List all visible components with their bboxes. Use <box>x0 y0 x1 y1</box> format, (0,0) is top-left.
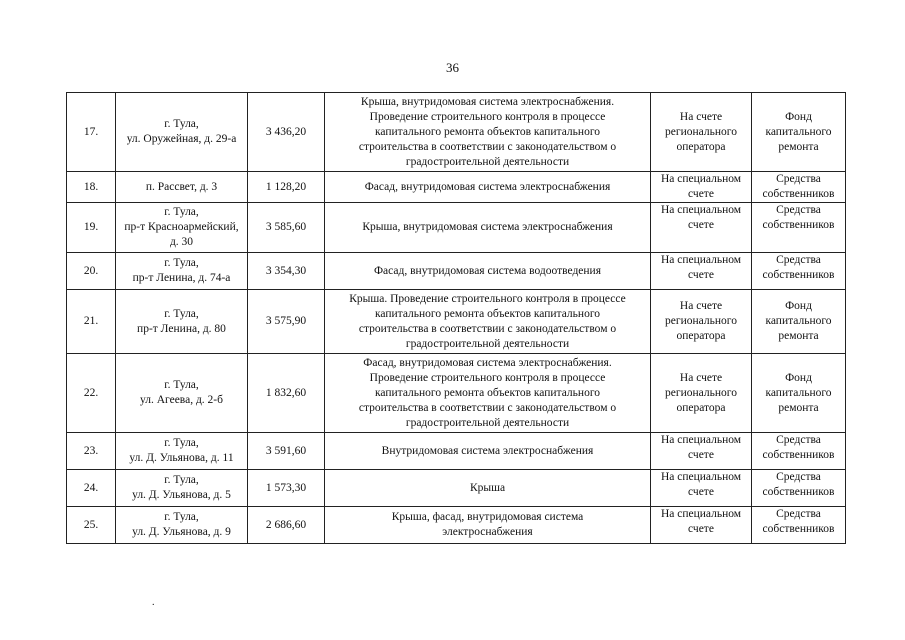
account-cell <box>651 290 752 354</box>
work-type-cell-line: градостроительной деятельности <box>405 337 570 350</box>
row-number: 24. <box>67 470 116 507</box>
work-type-cell-line: градостроительной деятельности <box>405 155 570 168</box>
funding-source-cell <box>752 470 846 507</box>
area-cell: 3 575,90 <box>248 290 325 354</box>
account-cell-line: оператора <box>676 401 726 414</box>
funding-source-cell-line: собственников <box>762 486 835 498</box>
account-cell-line: оператора <box>676 330 726 342</box>
account-cell-line: оператора <box>676 140 726 153</box>
funding-source-cell <box>752 507 846 544</box>
address-cell <box>116 203 248 253</box>
account-cell-line: регионального <box>665 125 737 138</box>
account-cell-line: На специальном <box>660 173 742 185</box>
funding-source-cell <box>752 253 846 290</box>
address-cell <box>116 172 248 203</box>
repair-schedule-table <box>66 92 846 544</box>
address-cell-line: г. Тула, <box>164 257 199 269</box>
work-type-cell-line: Крыша, внутридомовая система электроснабжения. <box>360 95 615 108</box>
table-row <box>67 172 846 203</box>
funding-source-cell-line: Средства <box>776 254 821 266</box>
work-type-cell-line: Крыша, внутридомовая система электроснабжения <box>362 221 613 233</box>
account-cell-line: На специальном <box>660 508 742 520</box>
account-cell-line: На специальном <box>660 471 742 483</box>
work-type-cell-line: капитального ремонта объектов капитального <box>374 386 600 399</box>
table-row <box>67 507 846 544</box>
area-cell: 3 354,30 <box>248 253 325 290</box>
work-type-cell-line: Проведение строительного контроля в процессе <box>369 371 606 384</box>
area-cell: 1 832,60 <box>248 354 325 433</box>
funding-source-cell-line: Средства <box>776 508 821 520</box>
address-cell-line: г. Тула, <box>164 206 199 218</box>
address-cell-line: ул. Д. Ульянова, д. 9 <box>132 526 231 538</box>
address-cell <box>116 470 248 507</box>
account-cell-line: счете <box>688 188 714 200</box>
work-type-cell-line: строительства в соответствии с законодательством о <box>358 140 617 153</box>
address-cell-line: ул. Оружейная, д. 29-а <box>126 133 237 145</box>
work-type-cell-line: Крыша. Проведение строительного контроля в процессе <box>349 292 626 305</box>
address-cell <box>116 290 248 354</box>
row-number: 17. <box>67 93 116 172</box>
table-row <box>67 93 846 172</box>
account-cell-line: На специальном <box>660 254 742 266</box>
funding-source-cell-line: ремонта <box>778 140 819 153</box>
funding-source-cell <box>752 172 846 203</box>
table-body <box>67 93 846 544</box>
funding-source-cell-line: Фонд <box>785 110 812 123</box>
address-cell-line: г. Тула, <box>164 511 199 523</box>
account-cell <box>651 470 752 507</box>
funding-source-cell-line: собственников <box>762 269 835 281</box>
table-row <box>67 203 846 253</box>
work-type-cell <box>325 203 651 253</box>
funding-source-cell <box>752 203 846 253</box>
work-type-cell-line: капитального ремонта объектов капитального <box>374 125 600 138</box>
row-number: 19. <box>67 203 116 253</box>
account-cell-line: На счете <box>679 371 723 384</box>
address-cell-line: пр-т Ленина, д. 74-а <box>132 272 231 284</box>
funding-source-cell-line: капитального <box>765 125 832 138</box>
work-type-cell <box>325 507 651 544</box>
work-type-cell-line: строительства в соответствии с законодательством о <box>358 401 617 414</box>
row-number: 18. <box>67 172 116 203</box>
address-cell-line: ул. Д. Ульянова, д. 5 <box>132 489 231 501</box>
funding-source-cell <box>752 290 846 354</box>
account-cell <box>651 253 752 290</box>
funding-source-cell <box>752 354 846 433</box>
address-cell-line: пр-т Ленина, д. 80 <box>137 322 226 335</box>
work-type-cell <box>325 253 651 290</box>
funding-source-cell-line: собственников <box>762 449 835 461</box>
address-cell-line: ул. Д. Ульянова, д. 11 <box>129 452 234 464</box>
table-row <box>67 470 846 507</box>
address-cell <box>116 433 248 470</box>
work-type-cell <box>325 290 651 354</box>
account-cell-line: счете <box>688 449 714 461</box>
funding-source-cell-line: ремонта <box>778 330 819 342</box>
account-cell <box>651 433 752 470</box>
address-cell <box>116 253 248 290</box>
funding-source-cell-line: собственников <box>762 188 835 200</box>
address-cell-line: г. Тула, <box>164 437 199 449</box>
account-cell-line: На специальном <box>660 434 742 446</box>
address-cell-line: д. 30 <box>169 236 194 248</box>
account-cell-line: На счете <box>679 300 723 312</box>
account-cell-line: счете <box>688 523 714 535</box>
table-row <box>67 354 846 433</box>
funding-source-cell <box>752 433 846 470</box>
account-cell <box>651 172 752 203</box>
work-type-cell-line: Фасад, внутридомовая система электроснабжения <box>364 180 611 193</box>
funding-source-cell-line: Фонд <box>785 371 812 384</box>
row-number: 21. <box>67 290 116 354</box>
work-type-cell-line: градостроительной деятельности <box>405 416 570 429</box>
address-cell-line: г. Тула, <box>164 474 199 486</box>
work-type-cell-line: Проведение строительного контроля в процессе <box>369 110 606 123</box>
work-type-cell <box>325 93 651 172</box>
funding-source-cell <box>752 93 846 172</box>
work-type-cell-line: электроснабжения <box>442 526 533 538</box>
account-cell-line: регионального <box>665 386 737 399</box>
funding-source-cell-line: Средства <box>776 471 821 483</box>
area-cell: 1 573,30 <box>248 470 325 507</box>
footer-mark: . <box>152 597 155 608</box>
work-type-cell <box>325 354 651 433</box>
address-cell <box>116 93 248 172</box>
account-cell-line: счете <box>688 269 714 281</box>
account-cell-line: На счете <box>679 110 723 123</box>
funding-source-cell-line: капитального <box>765 386 832 399</box>
address-cell-line: ул. Агеева, д. 2-б <box>140 394 223 406</box>
row-number: 25. <box>67 507 116 544</box>
address-cell-line: п. Рассвет, д. 3 <box>145 180 218 193</box>
table-row <box>67 253 846 290</box>
address-cell <box>116 354 248 433</box>
funding-source-cell-line: ремонта <box>778 401 819 414</box>
account-cell <box>651 93 752 172</box>
area-cell: 3 585,60 <box>248 203 325 253</box>
funding-source-cell-line: собственников <box>762 219 835 231</box>
table-row <box>67 290 846 354</box>
account-cell-line: регионального <box>665 315 737 327</box>
row-number: 20. <box>67 253 116 290</box>
account-cell <box>651 507 752 544</box>
area-cell: 2 686,60 <box>248 507 325 544</box>
work-type-cell-line: строительства в соответствии с законодательством о <box>358 322 617 335</box>
account-cell <box>651 354 752 433</box>
funding-source-cell-line: Средства <box>776 204 821 216</box>
area-cell: 1 128,20 <box>248 172 325 203</box>
address-cell-line: пр-т Красноармейский, <box>124 221 239 233</box>
table-row <box>67 433 846 470</box>
work-type-cell-line: Фасад, внутридомовая система водоотведения <box>373 264 602 277</box>
work-type-cell-line: Фасад, внутридомовая система электроснабжения. <box>363 356 612 369</box>
row-number: 22. <box>67 354 116 433</box>
work-type-cell <box>325 172 651 203</box>
work-type-cell-line: капитального ремонта объектов капитального <box>374 307 600 320</box>
page-number: 36 <box>446 60 459 75</box>
work-type-cell-line: Внутридомовая система электроснабжения <box>381 444 594 457</box>
work-type-cell <box>325 470 651 507</box>
funding-source-cell-line: Средства <box>776 434 821 446</box>
work-type-cell-line: Крыша <box>469 481 506 494</box>
account-cell-line: счете <box>688 486 714 498</box>
funding-source-cell-line: Фонд <box>785 300 812 312</box>
work-type-cell <box>325 433 651 470</box>
area-cell: 3 591,60 <box>248 433 325 470</box>
address-cell-line: г. Тула, <box>164 307 199 320</box>
account-cell-line: На специальном <box>660 204 742 216</box>
funding-source-cell-line: собственников <box>762 523 835 535</box>
account-cell-line: счете <box>688 219 714 231</box>
work-type-cell-line: Крыша, фасад, внутридомовая система <box>391 511 584 523</box>
address-cell <box>116 507 248 544</box>
funding-source-cell-line: капитального <box>765 315 832 327</box>
address-cell-line: г. Тула, <box>164 118 199 130</box>
account-cell <box>651 203 752 253</box>
area-cell: 3 436,20 <box>248 93 325 172</box>
funding-source-cell-line: Средства <box>776 173 821 185</box>
address-cell-line: г. Тула, <box>164 379 199 391</box>
row-number: 23. <box>67 433 116 470</box>
